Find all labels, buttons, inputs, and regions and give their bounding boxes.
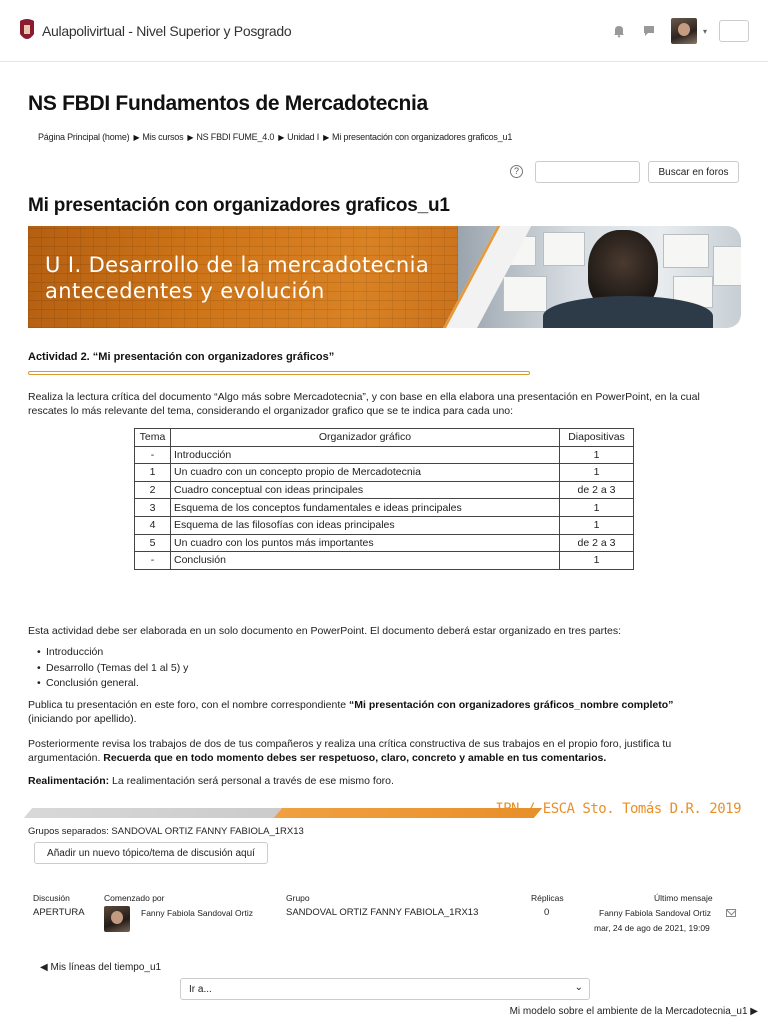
table-cell: 3: [135, 499, 171, 517]
column-header-replies[interactable]: Réplicas: [531, 893, 564, 903]
table-row: [135, 516, 634, 534]
arrow-left-icon: ◀: [40, 962, 48, 973]
table-cell: -: [135, 446, 171, 464]
discussion-link[interactable]: APERTURA: [33, 907, 85, 918]
table-cell: 1: [560, 464, 634, 482]
column-header-last-post[interactable]: Último mensaje: [654, 893, 713, 903]
subscribe-mail-icon[interactable]: [726, 909, 736, 917]
table-cell: 1: [560, 552, 634, 570]
arrow-right-icon: ▶: [750, 1006, 758, 1017]
help-icon[interactable]: ?: [510, 165, 523, 178]
feedback-text: Realimentación: La realimentación será personal a través de ese mismo foro.: [28, 775, 394, 787]
table-header: Organizador gráfico: [171, 429, 560, 447]
table-cell: Conclusión: [171, 552, 560, 570]
bell-icon[interactable]: [612, 24, 626, 38]
chevron-down-icon[interactable]: ▾: [703, 27, 708, 36]
table-cell: 4: [135, 516, 171, 534]
breadcrumb-separator-icon: ▶: [323, 133, 330, 142]
table-cell: Un cuadro con los puntos más importantes: [171, 534, 560, 552]
breadcrumb-item-my-courses[interactable]: Mis cursos: [142, 132, 184, 142]
search-forums-button[interactable]: Buscar en foros: [648, 161, 739, 183]
table-header-row: [135, 429, 634, 447]
list-item: • Conclusión general.: [46, 676, 188, 692]
table-row: [135, 499, 634, 517]
jump-to-select[interactable]: Ir a... ⌄: [180, 978, 590, 1000]
table-cell: 1: [560, 446, 634, 464]
site-title[interactable]: Aulapolivirtual - Nivel Superior y Posgrado: [42, 23, 292, 39]
breadcrumb-item-home[interactable]: Página Principal (home): [38, 132, 130, 142]
last-post-author[interactable]: Fanny Fabiola Sandoval Ortiz: [599, 908, 711, 918]
table-cell: de 2 a 3: [560, 481, 634, 499]
table-cell: de 2 a 3: [560, 534, 634, 552]
table-cell: Esquema de las filosofías con ideas principales: [171, 516, 560, 534]
breadcrumb-separator-icon: ▶: [187, 133, 194, 142]
page-title: Mi presentación con organizadores graficos_u1: [28, 195, 450, 216]
parts-list: [46, 645, 188, 692]
column-header-started-by[interactable]: Comenzado por: [104, 893, 165, 903]
copyright-text: IPN / ESCA Sto. Tomás D.R. 2019: [495, 801, 741, 817]
publish-instructions: Publica tu presentación en este foro, con el nombre correspondiente “Mi presentación con organizadores gráficos_nombre completo” (iniciando por apellido).: [28, 699, 674, 725]
table-cell: Esquema de los conceptos fundamentales e ideas principales: [171, 499, 560, 517]
table-cell: 2: [135, 481, 171, 499]
user-menu-box[interactable]: [719, 20, 749, 42]
banner-title: U I. Desarrollo de la mercadotecnia antecedentes y evolución: [45, 253, 430, 303]
table-cell: 1: [560, 499, 634, 517]
review-instructions: Posteriormente revisa los trabajos de dos de tus compañeros y realiza una crítica constructiva de sus trabajos en el propio foro, justifica tu argumentación. Recuerda que en todo momento debes ser respetuoso, claro, concreto y amable en tus comentarios.: [28, 738, 672, 764]
table-cell: Un cuadro con un concepto propio de Mercadotecnia: [171, 464, 560, 482]
copyright-banner: [28, 802, 741, 820]
table-row: [135, 534, 634, 552]
breadcrumb-item-current[interactable]: Mi presentación con organizadores graficos_u1: [332, 132, 513, 142]
breadcrumb-separator-icon: ▶: [278, 133, 285, 142]
chevron-down-icon: ⌄: [574, 982, 583, 993]
user-avatar[interactable]: [671, 18, 697, 44]
next-activity-link[interactable]: Mi modelo sobre el ambiente de la Mercadotecnia_u1 ▶: [509, 1006, 758, 1017]
breadcrumb-item-unit[interactable]: Unidad I: [287, 132, 320, 142]
table-row: [135, 446, 634, 464]
groups-label: Grupos separados: SANDOVAL ORTIZ FANNY FABIOLA_1RX13: [28, 826, 304, 837]
table-cell: 1: [560, 516, 634, 534]
reply-count[interactable]: 0: [544, 907, 550, 918]
column-header-discussion[interactable]: Discusión: [33, 893, 70, 903]
activity-intro: Realiza la lectura crítica del documento “Algo más sobre Mercadotecnia”, y con base en ella elabora una presentación en PowerPoint, en la cual rescates lo más relevante del tema, considerando el organizador grafico que se te indica para cada uno:: [28, 391, 700, 417]
list-item: • Desarrollo (Temas del 1 al 5) y: [46, 661, 188, 677]
avatar[interactable]: [104, 906, 130, 932]
add-topic-button[interactable]: Añadir un nuevo tópico/tema de discusión aquí: [34, 842, 268, 864]
ipn-logo-icon[interactable]: [18, 18, 36, 44]
forum-search-input[interactable]: [535, 161, 640, 183]
unit-banner-image: [28, 226, 741, 328]
table-cell: Introducción: [171, 446, 560, 464]
last-post-date[interactable]: mar, 24 de ago de 2021, 19:09: [594, 923, 710, 933]
author-link[interactable]: Fanny Fabiola Sandoval Ortiz: [141, 908, 253, 918]
chat-icon[interactable]: [642, 24, 656, 38]
table-cell: 5: [135, 534, 171, 552]
table-cell: Cuadro conceptual con ideas principales: [171, 481, 560, 499]
activity-title: Actividad 2. “Mi presentación con organizadores gráficos”: [28, 351, 335, 363]
list-item: • Introducción: [46, 645, 188, 661]
table-row: [135, 481, 634, 499]
table-cell: -: [135, 552, 171, 570]
breadcrumb: [38, 132, 512, 142]
activity-divider: [28, 371, 530, 375]
table-cell: 1: [135, 464, 171, 482]
structure-text: Esta actividad debe ser elaborada en un solo documento en PowerPoint. El documento deberá estar organizado en tres partes:: [28, 625, 622, 637]
table-row: [135, 464, 634, 482]
organizer-table: [134, 428, 634, 570]
breadcrumb-separator-icon: ▶: [133, 133, 140, 142]
previous-activity-link[interactable]: ◀ Mis líneas del tiempo_u1: [40, 962, 162, 973]
table-row: [135, 552, 634, 570]
group-name: SANDOVAL ORTIZ FANNY FABIOLA_1RX13: [286, 907, 479, 918]
table-header: Diapositivas: [560, 429, 634, 447]
breadcrumb-item-course[interactable]: NS FBDI FUME_4.0: [196, 132, 275, 142]
table-header: Tema: [135, 429, 171, 447]
top-navbar: [0, 0, 768, 62]
course-title: NS FBDI Fundamentos de Mercadotecnia: [28, 92, 428, 115]
column-header-group[interactable]: Grupo: [286, 893, 310, 903]
